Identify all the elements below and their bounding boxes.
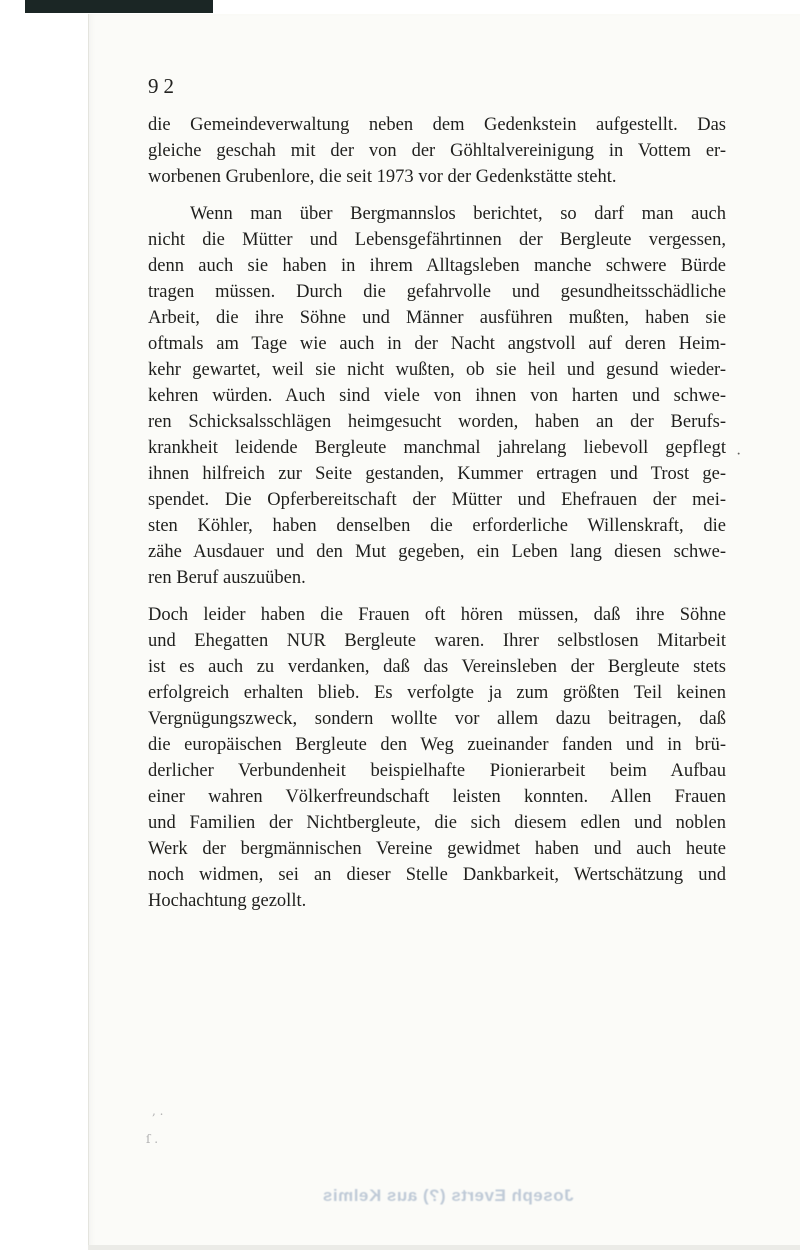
- text-line: die Gemeindeverwaltung neben dem Gedenkstein aufgestellt. Das: [148, 115, 726, 135]
- text-line: und Ehegatten NUR Bergleute waren. Ihrer selbstlosen Mitarbeit: [148, 631, 726, 651]
- text-line: ren Beruf auszuüben.: [148, 568, 306, 588]
- page-number: 92: [148, 74, 179, 98]
- paragraph-3: [148, 602, 726, 914]
- text-line: oftmals am Tage wie auch in der Nacht angstvoll auf deren Heim-: [148, 334, 726, 354]
- text-line: ihnen hilfreich zur Seite gestanden, Kummer ertragen und Trost ge-: [148, 464, 726, 484]
- margin-dot-mark: ·: [736, 446, 742, 463]
- page-body-text: [148, 112, 726, 925]
- scan-speck: ſ .: [146, 1132, 159, 1146]
- text-line: ren Schicksalsschlägen heimgesucht worden, haben an der Berufs-: [148, 412, 726, 432]
- text-line: Werk der bergmännischen Vereine gewidmet haben und auch heute: [148, 839, 726, 859]
- scan-artifact-top-bar: [25, 0, 213, 13]
- text-line: noch widmen, sei an dieser Stelle Dankbarkeit, Wertschätzung und: [148, 865, 726, 885]
- text-line: Arbeit, die ihre Söhne und Männer ausführen mußten, haben sie: [148, 308, 726, 328]
- text-line: denn auch sie haben in ihrem Alltagsleben manche schwere Bürde: [148, 256, 726, 276]
- text-line: krankheit leidende Bergleute manchmal jahrelang liebevoll gepflegt: [148, 438, 726, 458]
- text-line: Wenn man über Bergmannslos berichtet, so darf man auch: [190, 204, 726, 224]
- text-line: einer wahren Völkerfreundschaft leisten konnten. Allen Frauen: [148, 787, 726, 807]
- text-line: tragen müssen. Durch die gefahrvolle und gesundheitsschädliche: [148, 282, 726, 302]
- text-line: gleiche geschah mit der von der Göhltalvereinigung in Vottem er-: [148, 141, 726, 161]
- text-line: derlicher Verbundenheit beispielhafte Pionierarbeit beim Aufbau: [148, 761, 726, 781]
- paragraph-1: [148, 112, 726, 190]
- bleedthrough-mirrored-caption: Joseph Everts (?) aus Kelmis: [322, 1186, 574, 1205]
- text-line: sten Köhler, haben denselben die erforderliche Willenskraft, die: [148, 516, 726, 536]
- text-line: nicht die Mütter und Lebensgefährtinnen der Bergleute vergessen,: [148, 230, 726, 250]
- scan-bottom-edge: [88, 1245, 800, 1250]
- text-line: Hochachtung gezollt.: [148, 891, 307, 911]
- text-line: worbenen Grubenlore, die seit 1973 vor der Gedenkstätte steht.: [148, 167, 617, 187]
- paragraph-2: [148, 201, 726, 591]
- text-line: kehren würden. Auch sind viele von ihnen von harten und schwe-: [148, 386, 726, 406]
- text-line: spendet. Die Opferbereitschaft der Mütter und Ehefrauen der mei-: [148, 490, 726, 510]
- text-line: Doch leider haben die Frauen oft hören müssen, daß ihre Söhne: [148, 605, 726, 625]
- text-line: die europäischen Bergleute den Weg zueinander fanden und in brü-: [148, 735, 726, 755]
- scan-speck: , .: [152, 1104, 164, 1118]
- text-line: ist es auch zu verdanken, daß das Vereinsleben der Bergleute stets: [148, 657, 726, 677]
- text-line: kehr gewartet, weil sie nicht wußten, ob sie heil und gesund wieder-: [148, 360, 726, 380]
- text-line: und Familien der Nichtbergleute, die sich diesem edlen und noblen: [148, 813, 726, 833]
- text-line: erfolgreich erhalten blieb. Es verfolgte ja zum größten Teil keinen: [148, 683, 726, 703]
- text-line: zähe Ausdauer und den Mut gegeben, ein Leben lang diesen schwe-: [148, 542, 726, 562]
- text-line: Vergnügungszweck, sondern wollte vor allem dazu beitragen, daß: [148, 709, 726, 729]
